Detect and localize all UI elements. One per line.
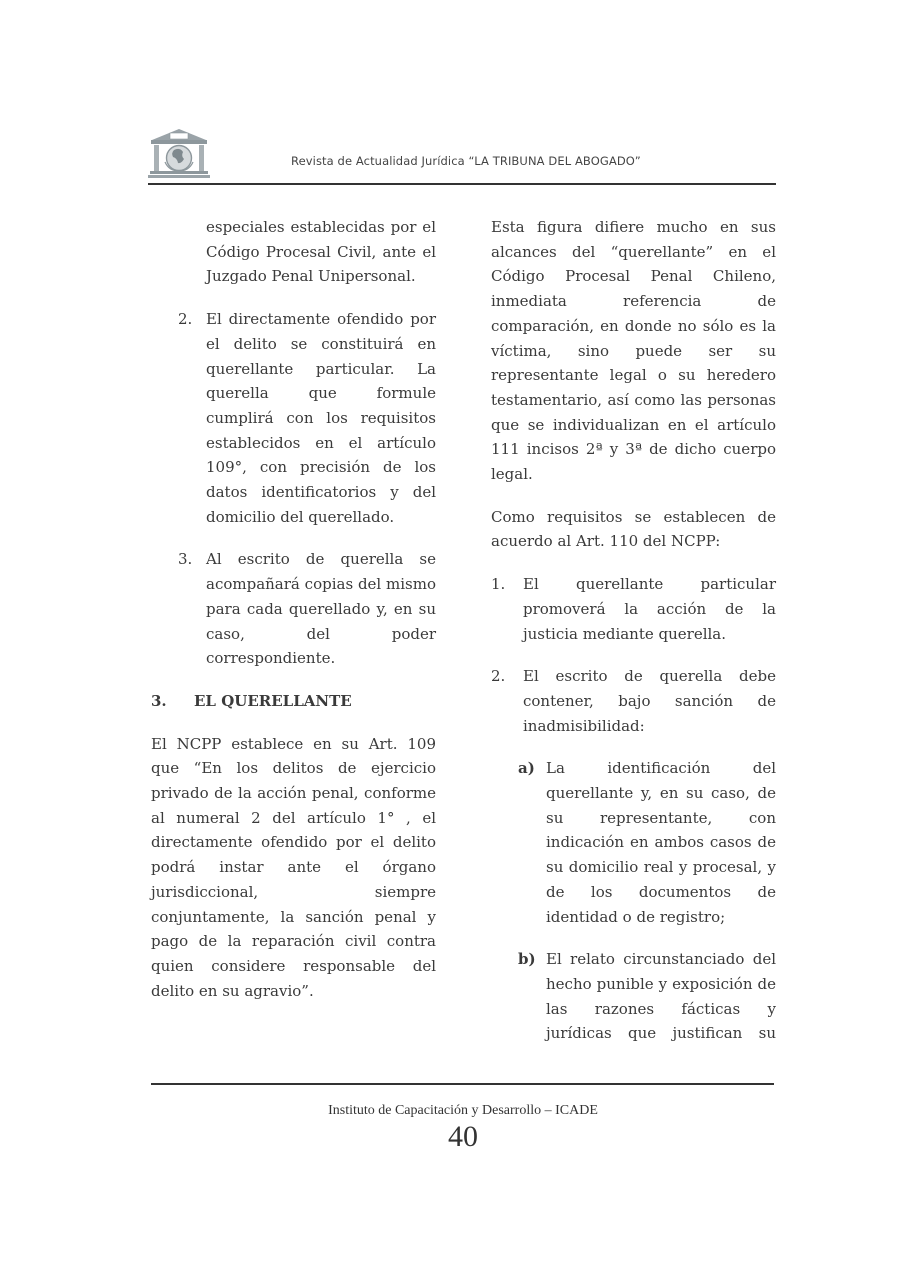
sub-list-item-text: La identificación del querellante y, en su caso, de su representante, con indicación en ambos casos de su domicilio real y procesal, y de los documentos de identidad o de registro; bbox=[546, 759, 776, 926]
sub-list-item-letter: a) bbox=[518, 759, 535, 778]
list-item bbox=[491, 572, 776, 646]
list-item-number: 2. bbox=[491, 667, 506, 686]
list-item-number: 3. bbox=[178, 550, 193, 569]
footer-institution: Instituto de Capacitación y Desarrollo – ICADE bbox=[328, 1103, 598, 1118]
body-paragraph: Esta figura difiere mucho en sus alcances del “querellante” en el Código Procesal Penal Chileno, inmediata referencia de comparación, en donde no sólo es la víctima, sino puede ser su representante legal o su heredero testamentario, así como las personas que se individualizan en el artículo 111 incisos 2ª y 3ª de dicho cuerpo legal. bbox=[491, 218, 776, 484]
journal-title: Revista de Actualidad Jurídica “LA TRIBUNA DEL ABOGADO” bbox=[291, 154, 641, 168]
list-item bbox=[491, 664, 776, 738]
section-heading bbox=[151, 689, 436, 714]
sub-list-item bbox=[491, 756, 776, 929]
left-column bbox=[151, 215, 436, 1021]
list-item-text: El querellante particular promoverá la acción de la justicia mediante querella. bbox=[523, 575, 776, 643]
sub-list-item bbox=[491, 947, 776, 1046]
section-title: EL QUERELLANTE bbox=[194, 691, 352, 710]
list-item-text: El escrito de querella debe contener, bajo sanción de inadmisibilidad: bbox=[523, 667, 776, 735]
list-item-text: Al escrito de querella se acompañará copias del mismo para cada querellado y, en su caso, del poder correspondiente. bbox=[206, 550, 436, 668]
page-header bbox=[148, 128, 776, 184]
icade-logo-icon bbox=[148, 128, 210, 180]
sub-list-item-letter: b) bbox=[518, 950, 536, 969]
header-divider bbox=[148, 183, 776, 185]
list-item-text: El directamente ofendido por el delito se constituirá en querellante particular. La querella que formule cumplirá con los requisitos establecidos en el artículo 109°, con precisión de los datos identificatorios y del domicilio del querellado. bbox=[206, 310, 436, 526]
list-item bbox=[151, 547, 436, 671]
right-column bbox=[491, 215, 776, 1064]
section-number: 3. bbox=[151, 691, 167, 710]
body-paragraph: Como requisitos se establecen de acuerdo al Art. 110 del NCPP: bbox=[491, 507, 776, 551]
body-paragraph: El NCPP establece en su Art. 109 que “En los delitos de ejercicio privado de la acción penal, conforme al numeral 2 del artículo 1° , el directamente ofendido por el delito podrá instar ante el órgano jurisdiccional, siempre conjuntamente, la sanción penal y pago de la reparación civil contra quien considere responsable del delito en su agravio”. bbox=[151, 734, 436, 1000]
list-item bbox=[151, 307, 436, 529]
list-item-number: 2. bbox=[178, 310, 193, 329]
footer-divider bbox=[151, 1083, 774, 1085]
page-number: 40 bbox=[448, 1120, 478, 1153]
list-item-continuation: especiales establecidas por el Código Procesal Civil, ante el Juzgado Penal Unipersonal. bbox=[206, 218, 436, 286]
sub-list-item-text: El relato circunstanciado del hecho punible y exposición de las razones fácticas y jurídicas que justifican su bbox=[546, 950, 776, 1043]
list-item-number: 1. bbox=[491, 575, 506, 594]
